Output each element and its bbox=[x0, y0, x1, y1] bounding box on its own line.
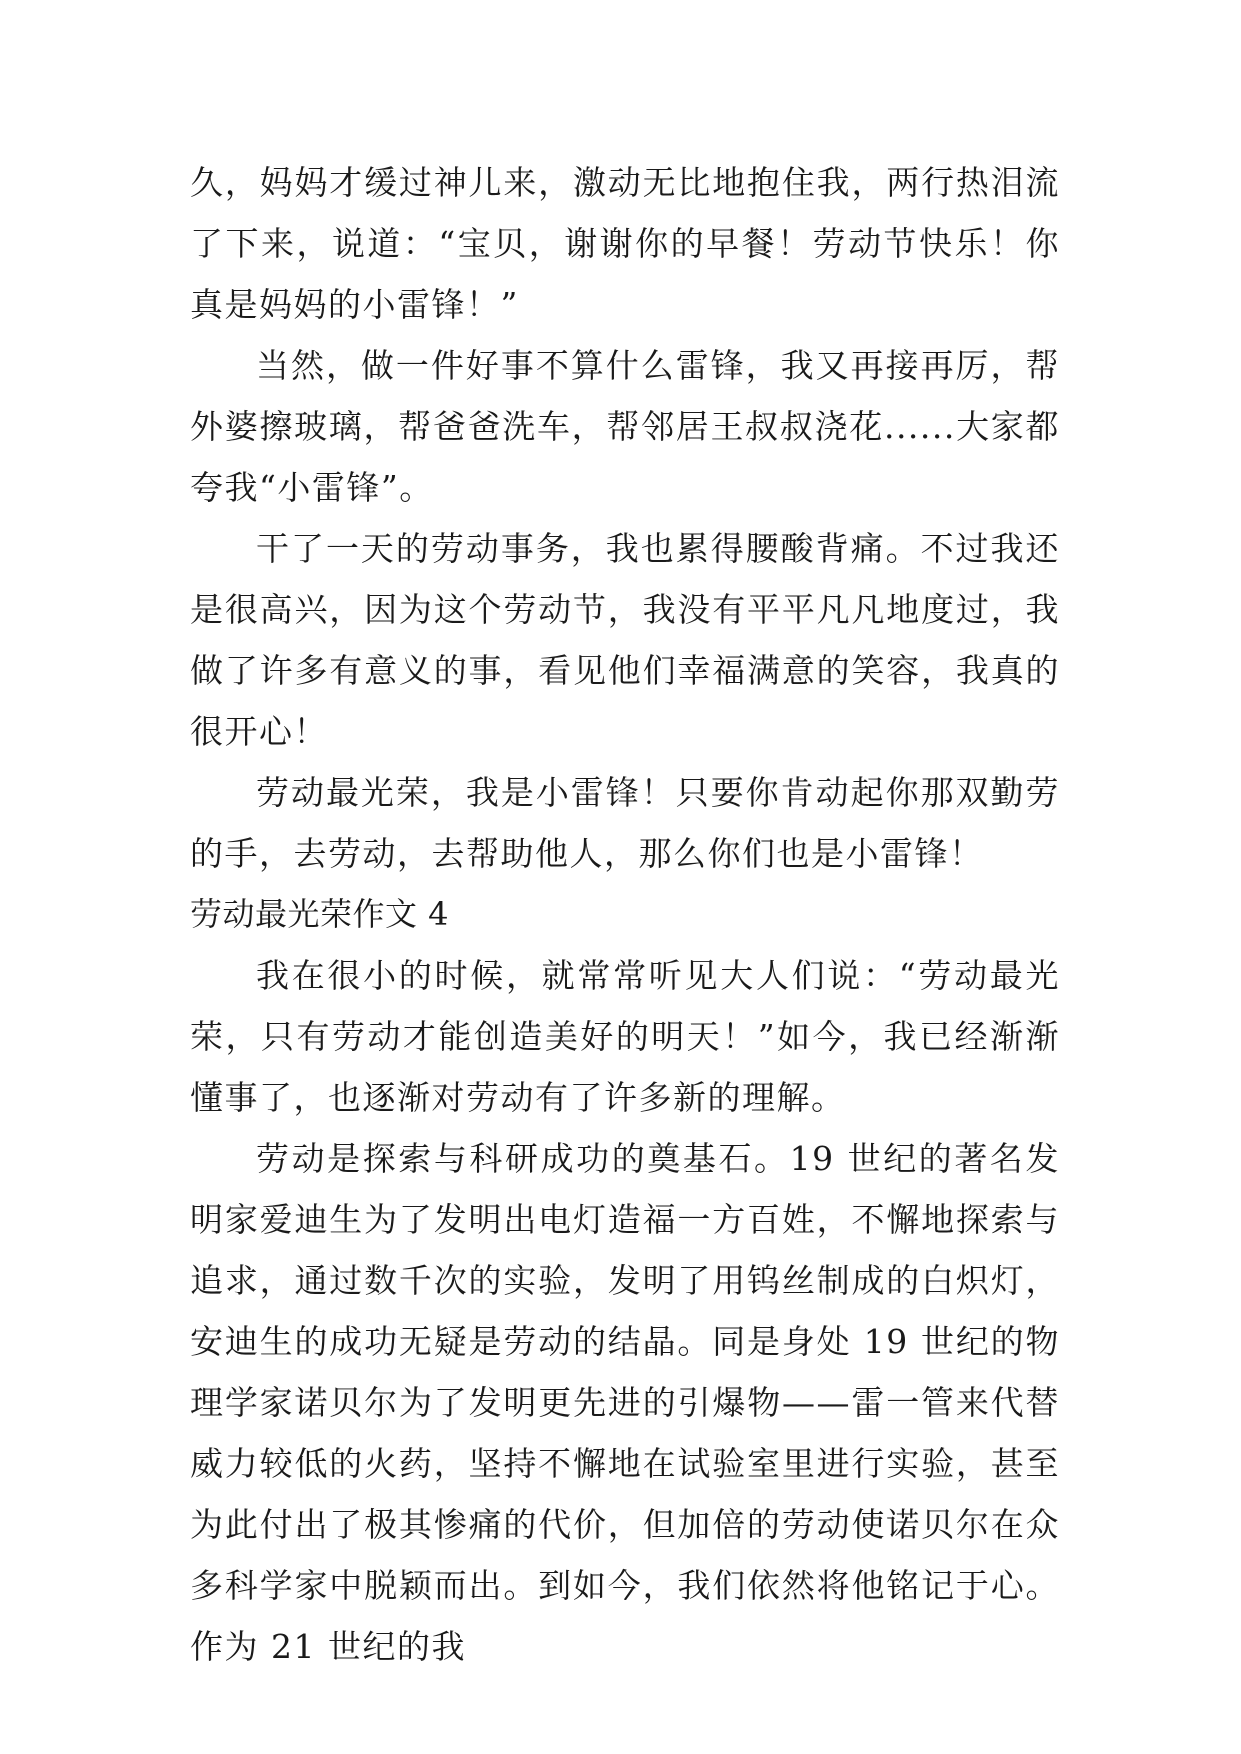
paragraph: 我在很小的时候，就常常听见大人们说：“劳动最光荣，只有劳动才能创造美好的明天！”如今，我已经渐渐懂事了，也逐渐对劳动有了许多新的理解。 bbox=[190, 956, 1060, 1117]
section-title: 劳动最光荣作文 4 bbox=[190, 895, 450, 933]
paragraph-continued: 久，妈妈才缓过神儿来，激动无比地抱住我，两行热泪流了下来，说道：“宝贝，谢谢你的早餐！劳动节快乐！你真是妈妈的小雷锋！” bbox=[190, 163, 1060, 324]
paragraph: 劳动是探索与科研成功的奠基石。19 世纪的著名发明家爱迪生为了发明出电灯造福一方百姓，不懈地探索与追求，通过数千次的实验，发明了用钨丝制成的白炽灯，安迪生的成功无疑是劳动的结晶。同是身处 19 世纪的物理学家诺贝尔为了发明更先进的引爆物——雷一管来代替威力较低的火药，坚持不懈地在试验室里进行实验，甚至为此付出了极其惨痛的代价，但加倍的劳动使诺贝尔在众多科学家中脱颖而出。到如今，我们依然将他铭记于心。作为 21 世纪的我 bbox=[190, 1139, 1060, 1666]
paragraph: 干了一天的劳动事务，我也累得腰酸背痛。不过我还是很高兴，因为这个劳动节，我没有平平凡凡地度过，我做了许多有意义的事，看见他们幸福满意的笑容，我真的很开心！ bbox=[190, 529, 1060, 751]
paragraph: 当然，做一件好事不算什么雷锋，我又再接再厉，帮外婆擦玻璃，帮爸爸洗车，帮邻居王叔叔浇花......大家都夸我“小雷锋”。 bbox=[190, 346, 1060, 507]
document-body bbox=[190, 152, 1060, 1677]
paragraph: 劳动最光荣，我是小雷锋！只要你肯动起你那双勤劳的手，去劳动，去帮助他人，那么你们也是小雷锋！ bbox=[190, 773, 1060, 873]
